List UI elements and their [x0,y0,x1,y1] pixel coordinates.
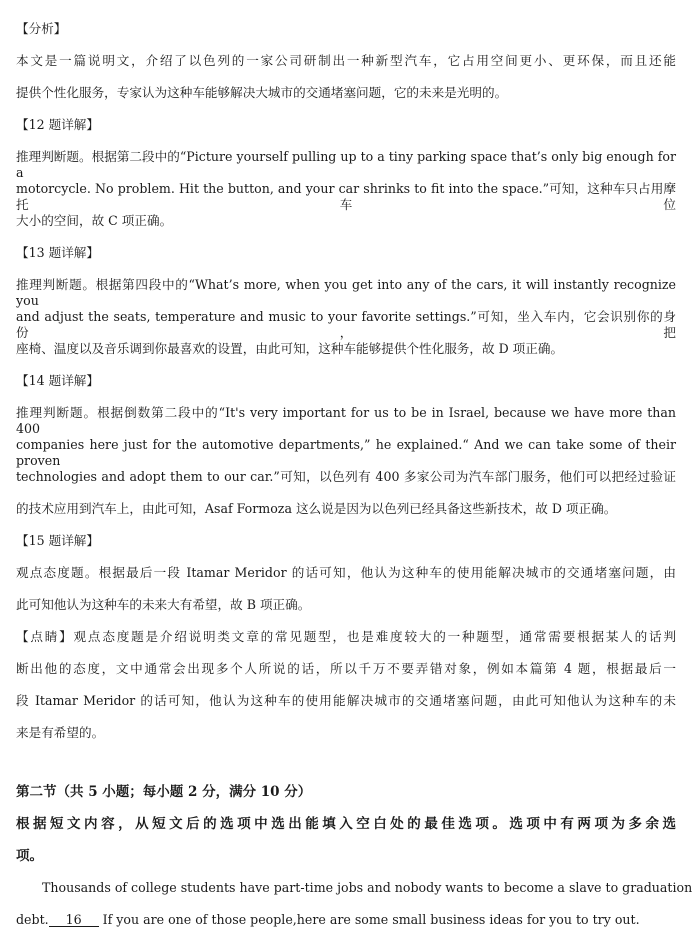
section2-instruction-line-2: 项。 [16,848,43,864]
q14-line-2: companies here just for the automotive departments,” he explained.“ And we can take some of their proven [16,437,676,468]
blank-16: 16 [49,913,99,927]
section2-instruction-line-1: 根据短文内容，从短文后的选项中选出能填入空白处的最佳选项。选项中有两项为多余选 [16,816,676,832]
tip-line-3: 段 Itamar Meridor 的话可知，他认为这种车的使用能解决城市的交通堵塞问题，由此可知他认为这种车的未 [16,693,676,708]
q15-heading: 【15 题详解】 [16,533,99,548]
q13-line-3: 座椅、温度以及音乐调到你最喜欢的设置，由此可知，这种车能够提供个性化服务，故 D 项正确。 [16,341,564,356]
analysis-line-2: 提供个性化服务，专家认为这种车能够解决大城市的交通堵塞问题，它的未来是光明的。 [16,85,508,100]
q13-line-2: and adjust the seats, temperature and music to your favorite settings.”可知，坐入车内，它会识别你的身份，把 [16,309,676,340]
q12-line-3: 大小的空间，故 C 项正确。 [16,213,173,228]
passage-line-2-start: debt. [16,912,49,927]
q14-heading: 【14 题详解】 [16,373,99,388]
q13-line-1: 推理判断题。根据第四段中的“What’s more, when you get into any of the cars, it will instantly recognize you [16,277,676,308]
passage-line-2-end: If you are one of those people,here are some small business ideas for you to try out. [98,912,640,927]
q14-line-1: 推理判断题。根据倒数第二段中的“It's very important for us to be in Israel, because we have more than 400 [16,405,676,436]
passage-line-1: Thousands of college students have part-time jobs and nobody wants to become a slave to graduation [42,880,692,895]
section2-title: 第二节（共 5 小题；每小题 2 分，满分 10 分） [16,784,312,800]
q12-line-1: 推理判断题。根据第二段中的“Picture yourself pulling up to a tiny parking space that’s only big enough for a [16,149,676,180]
q15-line-2: 此可知他认为这种车的未来大有希望，故 B 项正确。 [16,597,311,612]
q14-line-4: 的技术应用到汽车上，由此可知，Asaf Formoza 这么说是因为以色列已经具备这些新技术，故 D 项正确。 [16,501,617,516]
tip-line-4: 来是有希望的。 [16,725,105,740]
q12-line-2: motorcycle. No problem. Hit the button, and your car shrinks to fit into the space.”可知，这种车只占用摩托车位 [16,181,676,212]
analysis-line-1: 本文是一篇说明文，介绍了以色列的一家公司研制出一种新型汽车，它占用空间更小、更环保，而且还能 [16,53,676,68]
analysis-heading: 【分析】 [16,21,67,36]
q13-heading: 【13 题详解】 [16,245,99,260]
q12-heading: 【12 题详解】 [16,117,99,132]
q14-line-3: technologies and adopt them to our car.”可知，以色列有 400 多家公司为汽车部门服务，他们可以把经过验证 [16,469,676,484]
tip-line-1: 【点睛】观点态度题是介绍说明类文章的常见题型，也是难度较大的一种题型，通常需要根据某人的话判 [16,629,676,644]
q15-line-1: 观点态度题。根据最后一段 Itamar Meridor 的话可知，他认为这种车的使用能解决城市的交通堵塞问题，由 [16,565,676,580]
tip-line-2: 断出他的态度，文中通常会出现多个人所说的话，所以千万不要弄错对象，例如本篇第 4 题，根据最后一 [16,661,676,676]
passage-line-2 [16,912,676,928]
